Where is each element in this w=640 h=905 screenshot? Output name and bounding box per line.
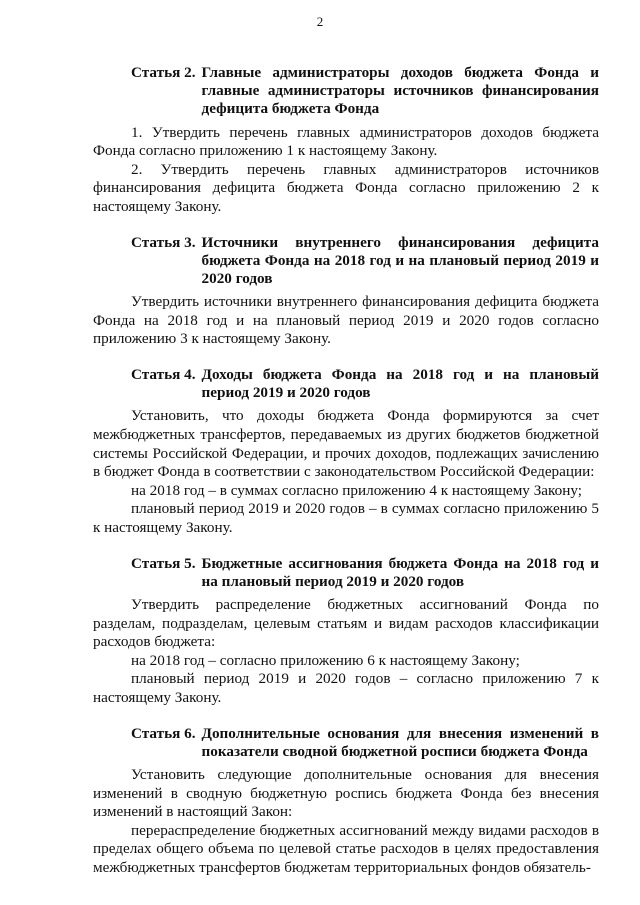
article-6: [93, 725, 599, 878]
paragraph: Утвердить распределение бюджетных ассигнований Фонда по разделам, подразделам, целевым статьям и видам расходов классификации расходов бюджета:: [93, 595, 599, 651]
article-title: Главные администраторы доходов бюджета Фонда и главные администраторы источников финансирования дефицита бюджета Фонда: [201, 64, 599, 118]
article-heading: [131, 725, 599, 761]
article-heading: [131, 234, 599, 289]
document-body: [93, 64, 599, 877]
article-number: Статья 3.: [131, 233, 196, 251]
paragraph: плановый период 2019 и 2020 годов – согласно приложению 7 к настоящему Закону.: [93, 670, 599, 706]
paragraph: 2. Утвердить перечень главных администраторов источников финансирования дефицита бюджета Фонда согласно приложению 2 к настоящему Закону.: [93, 160, 599, 215]
article-3: [93, 234, 599, 349]
paragraph: перераспределение бюджетных ассигнований между видами расходов в пределах общего объема по целевой статье расходов в целях предоставления межбюджетных трансфертов бюджетам территориальных фондов обязатель-: [93, 821, 599, 876]
paragraph: на 2018 год – согласно приложению 6 к настоящему Закону;: [131, 651, 520, 669]
article-number: Статья 4.: [131, 365, 196, 383]
article-title: Дополнительные основания для внесения изменений в показатели сводной бюджетной росписи бюджета Фонда: [201, 724, 599, 760]
page-number: 2: [316, 14, 324, 29]
paragraph: плановый период 2019 и 2020 годов – в суммах согласно приложению 5 к настоящему Закону.: [93, 500, 599, 536]
paragraph: Утвердить источники внутреннего финансирования дефицита бюджета Фонда на 2018 год и на плановый период 2019 и 2020 годов согласно приложению 3 к настоящему Закону.: [93, 293, 599, 348]
article-number: Статья 5.: [131, 554, 196, 572]
article-2: [93, 64, 599, 217]
paragraph: Установить, что доходы бюджета Фонда формируются за счет межбюджетных трансфертов, передаваемых из других бюджетов бюджетной системы Российской Федерации, и прочих доходов, подлежащих зачислению в бюджет Фонда в соответствии с законодательством Российской Федерации:: [93, 407, 599, 481]
article-number: Статья 2.: [131, 64, 196, 81]
article-heading: [131, 366, 599, 402]
article-title: Бюджетные ассигнования бюджета Фонда на 2018 год и на плановый период 2019 и 2020 годов: [201, 554, 599, 590]
article-5: [93, 555, 599, 708]
article-heading: [131, 64, 599, 119]
paragraph: 1. Утвердить перечень главных администраторов доходов бюджета Фонда согласно приложению 1 к настоящему Закону.: [93, 123, 599, 160]
paragraph: на 2018 год – в суммах согласно приложению 4 к настоящему Закону;: [131, 481, 582, 499]
article-number: Статья 6.: [131, 724, 196, 742]
paragraph: Установить следующие дополнительные основания для внесения изменений в сводную бюджетную роспись бюджета Фонда без внесения изменений в настоящий Закон:: [93, 765, 599, 821]
article-4: [93, 366, 599, 538]
article-title: Источники внутреннего финансирования дефицита бюджета Фонда на 2018 год и на плановый период 2019 и 2020 годов: [201, 233, 599, 287]
article-heading: [131, 555, 599, 591]
article-title: Доходы бюджета Фонда на 2018 год и на плановый период 2019 и 2020 годов: [201, 365, 599, 402]
